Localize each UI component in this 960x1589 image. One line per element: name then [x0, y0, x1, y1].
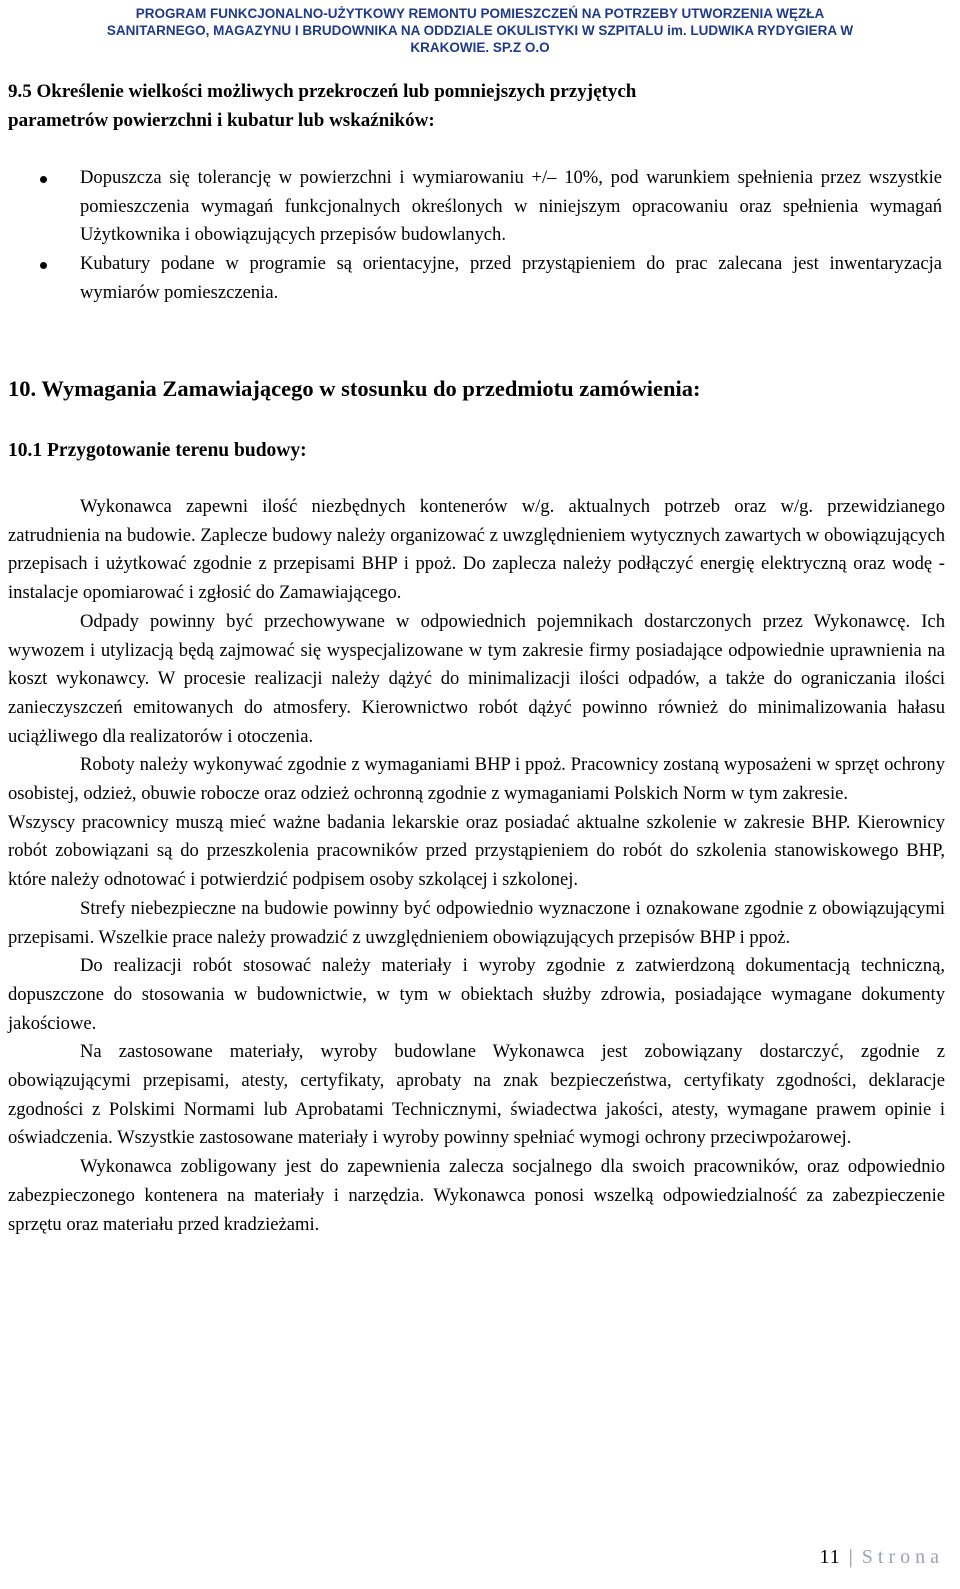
- section-9-5-title-line-1: 9.5 Określenie wielkości możliwych przekroczeń lub pomniejszych przyjętych: [8, 81, 637, 102]
- bullet-item: [0, 250, 942, 307]
- footer-separator: |: [848, 1546, 854, 1568]
- paragraph: Wykonawca zapewni ilość niezbędnych kontenerów w/g. aktualnych potrzeb oraz w/g. przewidzianego zatrudnienia na budowie. Zaplecze budowy należy organizować z uwzględnieniem wytycznych zawartych w obowiązujących przepisach i użytkować zgodnie z przepisami BHP i ppoż. Do zaplecza należy podłączyć energię elektryczną oraz wodę - instalacje opomiarować i zgłosić do Zamawiającego.: [8, 496, 945, 604]
- paragraph: Odpady powinny być przechowywane w odpowiednich pojemnikach dostarczonych przez Wykonawcę. Ich wywozem i utylizacją będą zajmować się wyspecjalizowane w tym zakresie firmy posiadające odpowiednie uprawnienia na koszt wykonawcy. W procesie realizacji należy dążyć do minimalizacji ilości odpadów, a także do ograniczania ilości zanieczyszczeń emitowanych do atmosfery. Kierownictwo robót dążyć powinno również do minimalizowania hałasu uciążliwego dla realizatorów i otoczenia.: [8, 610, 945, 747]
- document-header: [0, 5, 960, 56]
- paragraph: Wszyscy pracownicy muszą mieć ważne badania lekarskie oraz posiadać aktualne szkolenie w zakresie BHP. Kierownicy robót zobowiązani są do przeszkolenia pracowników przed przystąpieniem do robót do szkolenia stanowiskowego BHP, które należy odnotować i potwierdzić podpisem osoby szkolącej i szkolonej.: [8, 811, 945, 891]
- paragraph: Na zastosowane materiały, wyroby budowlane Wykonawca jest zobowiązany dostarczyć, zgodnie z obowiązującymi przepisami, atesty, certyfikaty, aprobaty na znak bezpieczeństwa, certyfikaty zgodności, deklaracje zgodności z Polskimi Normami lub Aprobatami Technicznymi, świadectwa jakości, atesty, wymagane prawem opinie i oświadczenia. Wszystkie zastosowane materiały i wyroby powinny spełniać wymogi ochrony przeciwpożarowej.: [8, 1041, 945, 1149]
- paragraph: Strefy niebezpieczne na budowie powinny być odpowiednio wyznaczone i oznakowane zgodnie z obowiązującymi przepisami. Wszelkie prace należy prowadzić z uwzględnieniem obowiązujących przepisów BHP i ppoż.: [8, 897, 945, 948]
- section-10-heading: 10. Wymagania Zamawiającego w stosunku do przedmiotu zamówienia:: [8, 376, 701, 401]
- section-10-1-heading: 10.1 Przygotowanie terenu budowy:: [8, 440, 307, 461]
- section-9-5-title-line-2: parametrów powierzchni i kubatur lub wskaźników:: [8, 110, 435, 131]
- paragraph: Wykonawca zobligowany jest do zapewnienia zalecza socjalnego dla swoich pracowników, oraz odpowiednio zabezpieczonego kontenera na materiały i narzędzia. Wykonawca ponosi wszelką odpowiedzialność za zabezpieczenie sprzętu oraz materiału przed kradzieżami.: [8, 1156, 945, 1235]
- page-number: 11: [819, 1546, 841, 1568]
- bullet-text: Dopuszcza się tolerancję w powierzchni i wymiarowaniu +/– 10%, pod warunkiem spełnienia przez wszystkie pomieszczenia wymagań funkcjonalnych określonych w niniejszym opracowaniu oraz spełnienia wymagań Użytkownika i obowiązujących przepisów budowlanych.: [80, 167, 942, 246]
- bullet-item: [0, 164, 942, 250]
- body-text: [8, 493, 945, 1239]
- header-line-1: PROGRAM FUNKCJONALNO-UŻYTKOWY REMONTU POMIESZCZEŃ NA POTRZEBY UTWORZENIA WĘZŁA: [135, 6, 825, 21]
- page-footer: [820, 1546, 945, 1569]
- section-9-5-heading: [8, 77, 948, 135]
- paragraph: Do realizacji robót stosować należy materiały i wyroby zgodnie z zatwierdzoną dokumentacją techniczną, dopuszczone do stosowania w budownictwie, w tym w obiektach służby zdrowia, posiadające wymagane dokumenty jakościowe.: [8, 955, 945, 1034]
- bullet-list: [0, 164, 960, 308]
- paragraph: Roboty należy wykonywać zgodnie z wymaganiami BHP i ppoż. Pracownicy zostaną wyposażeni w sprzęt ochrony osobistej, odzież, obuwie robocze oraz odzież ochronną zgodnie z wymaganiami Polskich Norm w tym zakresie.: [8, 754, 945, 805]
- bullet-dot-icon: [40, 262, 47, 269]
- page-label: Strona: [861, 1546, 944, 1568]
- bullet-dot-icon: [40, 176, 47, 183]
- bullet-text: Kubatury podane w programie są orientacyjne, przed przystąpieniem do prac zalecana jest inwentaryzacja wymiarów pomieszczenia.: [80, 253, 942, 303]
- header-line-3: KRAKOWIE. SP.Z O.O: [410, 40, 550, 55]
- header-line-2: SANITARNEGO, MAGAZYNU I BRUDOWNIKA NA ODDZIALE OKULISTYKI W SZPITALU im. LUDWIKA RYDYGIERA W: [106, 23, 854, 38]
